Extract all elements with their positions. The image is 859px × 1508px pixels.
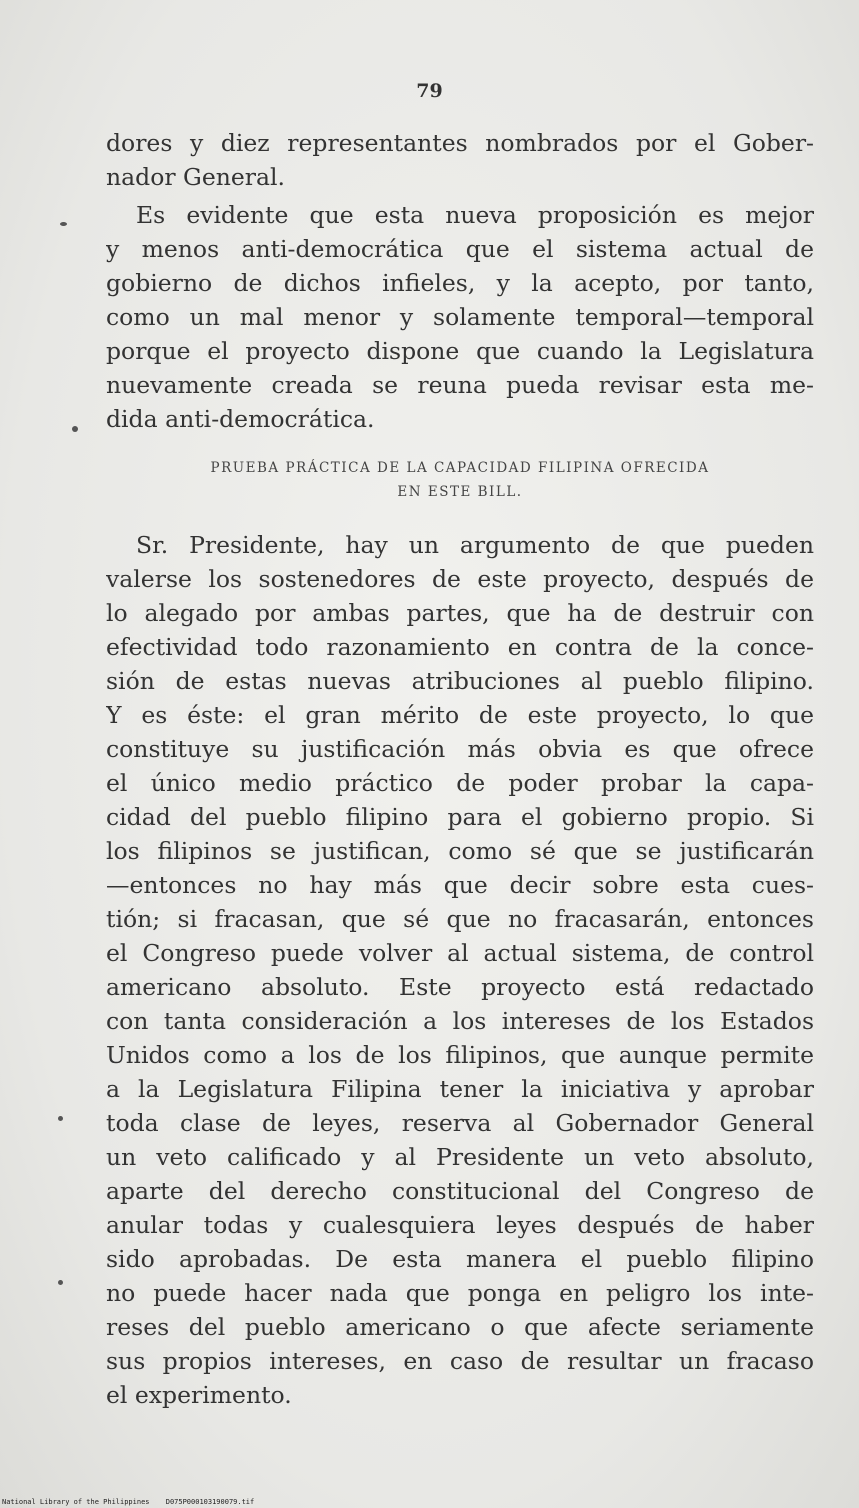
paragraph-continuation — [106, 126, 814, 194]
text-line: Sr. Presidente, hay un argumento de que pueden — [136, 531, 814, 559]
text-line: como un mal menor y solamente temporal—temporal — [106, 303, 814, 331]
text-line: —entonces no hay más que decir sobre esta cues- — [106, 871, 814, 899]
text-line: cidad del pueblo filipino para el gobierno propio. Si — [106, 803, 814, 831]
text-line: el Congreso puede volver al actual sistema, de control — [106, 939, 814, 967]
text-line: toda clase de leyes, reserva al Gobernador General — [106, 1109, 814, 1137]
text-line: y menos anti-democrática que el sistema actual de — [106, 235, 814, 263]
text-line: sus propios intereses, en caso de resultar un fracaso — [106, 1347, 814, 1375]
text-line: un veto calificado y al Presidente un veto absoluto, — [106, 1143, 814, 1171]
footer-file: D075P000103190079.tif — [165, 1498, 255, 1506]
text-line: el único medio práctico de poder probar la capa- — [106, 769, 814, 797]
text-line: efectividad todo razonamiento en contra de la conce- — [106, 633, 814, 661]
heading-line: PRUEBA PRÁCTICA DE LA CAPACIDAD FILIPINA OFRECIDA — [210, 460, 710, 476]
footer-library: National Library of the Philippines — [2, 1498, 150, 1506]
margin-speck — [58, 1116, 63, 1121]
text-line: Y es éste: el gran mérito de este proyecto, lo que — [106, 701, 814, 729]
text-line: dida anti-democrática. — [106, 405, 375, 433]
paragraph-argument — [106, 528, 814, 1412]
text-line: los filipinos se justifican, como sé que se justificarán — [106, 837, 814, 865]
text-line: nuevamente creada se reuna pueda revisar esta me- — [106, 371, 814, 399]
text-line: valerse los sostenedores de este proyecto, después de — [106, 565, 814, 593]
text-line: americano absoluto. Este proyecto está redactado — [106, 973, 814, 1001]
text-line: porque el proyecto dispone que cuando la Legislatura — [106, 337, 814, 365]
text-line: dores y diez representantes nombrados por el Gober- — [106, 129, 814, 157]
text-line: a la Legislatura Filipina tener la iniciativa y aprobar — [106, 1075, 814, 1103]
page-number: 79 — [416, 80, 443, 102]
text-line: Unidos como a los de los filipinos, que aunque permite — [106, 1041, 814, 1069]
margin-speck — [60, 222, 67, 226]
section-heading — [106, 456, 814, 504]
text-line: constituye su justificación más obvia es que ofrece — [106, 735, 814, 763]
text-line: tión; si fracasan, que sé que no fracasarán, entonces — [106, 905, 814, 933]
text-line: nador General. — [106, 163, 285, 191]
text-line: gobierno de dichos infieles, y la acepto, por tanto, — [106, 269, 814, 297]
margin-speck — [72, 426, 78, 432]
scan-footer — [2, 1498, 266, 1506]
text-line: Es evidente que esta nueva proposición es mejor — [136, 201, 814, 229]
text-line: con tanta consideración a los intereses de los Estados — [106, 1007, 814, 1035]
text-line: aparte del derecho constitucional del Congreso de — [106, 1177, 814, 1205]
paragraph-proposal — [106, 198, 814, 436]
text-line: sido aprobadas. De esta manera el pueblo filipino — [106, 1245, 814, 1273]
text-line: el experimento. — [106, 1381, 292, 1409]
text-line: no puede hacer nada que ponga en peligro los inte- — [106, 1279, 814, 1307]
text-line: lo alegado por ambas partes, que ha de destruir con — [106, 599, 814, 627]
text-line: reses del pueblo americano o que afecte seriamente — [106, 1313, 814, 1341]
text-line: sión de estas nuevas atribuciones al pueblo filipino. — [106, 667, 814, 695]
heading-line: EN ESTE BILL. — [397, 484, 523, 500]
text-line: anular todas y cualesquiera leyes después de haber — [106, 1211, 814, 1239]
margin-speck — [58, 1280, 63, 1285]
